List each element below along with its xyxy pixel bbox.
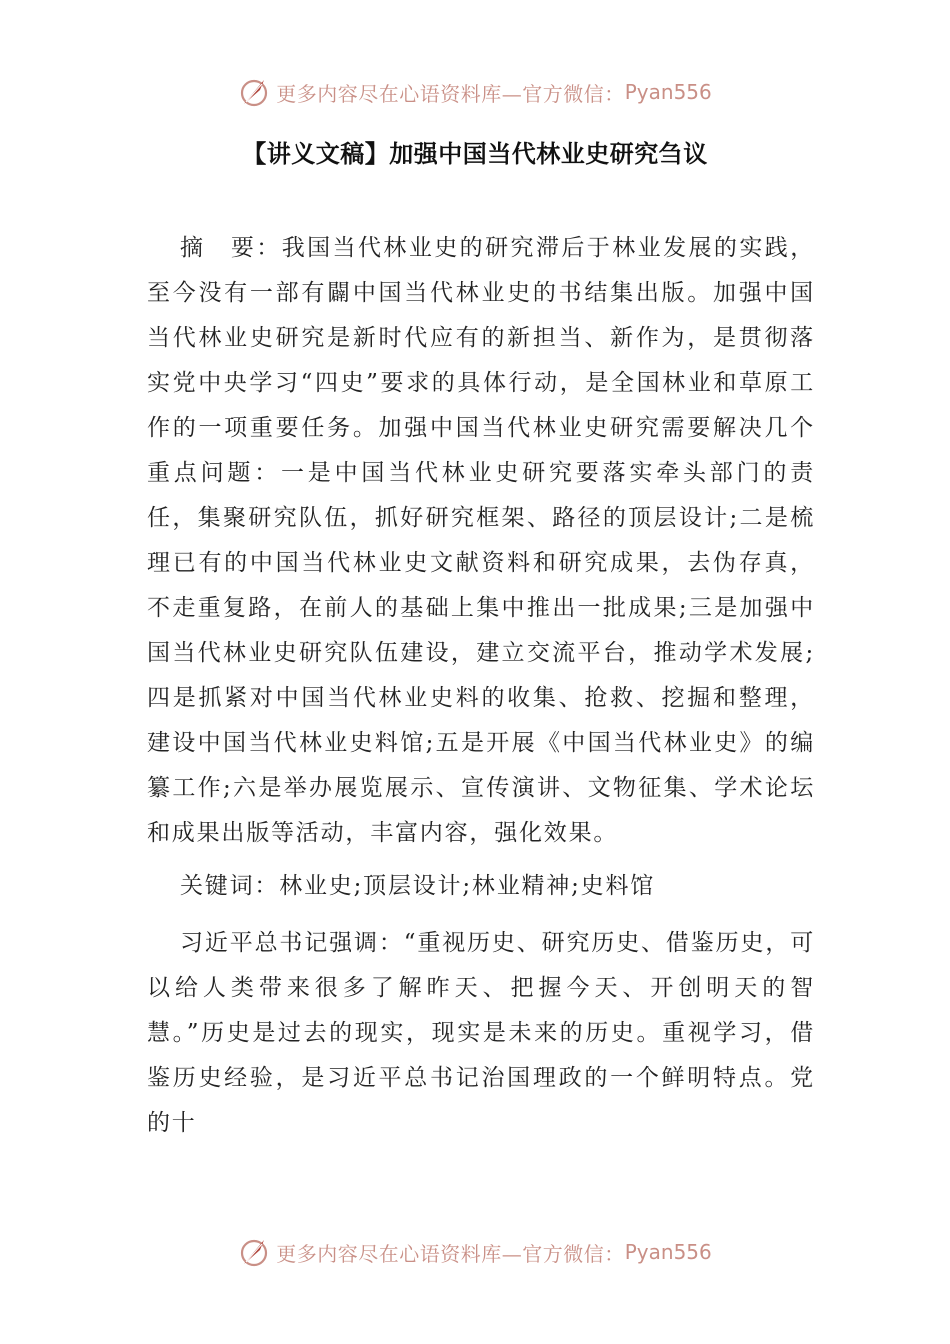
body-paragraph-block [147,921,815,1146]
header-watermark-banner [0,72,950,112]
body-paragraph: 习近平总书记强调：“重视历史、研究历史、借鉴历史，可以给人类带来很多了解昨天、把握今天、开创明天的智慧。”历史是过去的现实，现实是未来的历史。重视学习，借鉴历史经验，是习近平总书记治国理政的一个鲜明特点。党的十 [147,930,815,1136]
quill-pen-circle-icon [238,76,270,108]
header-banner-text: 更多内容尽在心语资料库—官方微信： [276,81,625,106]
quill-pen-circle-icon [238,1236,270,1268]
footer-banner-contact: Pyan556 [624,1240,712,1264]
document-title: 【讲义文稿】加强中国当代林业史研究刍议 [242,140,708,168]
keywords-block [147,864,815,909]
abstract-block [147,226,815,856]
footer-watermark-banner [0,1232,950,1272]
abstract-paragraph: 摘 要：我国当代林业史的研究滞后于林业发展的实践，至今没有一部有闢中国当代林业史的书结集出版。加强中国当代林业史研究是新时代应有的新担当、新作为，是贯彻落实党中央学习“四史”要求的具体行动，是全国林业和草原工作的一项重要任务。加强中国当代林业史研究需要解决几个重点问题：一是中国当代林业史研究要落实牵头部门的责任，集聚研究队伍，抓好研究框架、路径的顶层设计;二是梳理已有的中国当代林业史文献资料和研究成果，去伪存真，不走重复路，在前人的基础上集中推出一批成果;三是加强中国当代林业史研究队伍建设，建立交流平台，推动学术发展;四是抓紧对中国当代林业史料的收集、抢救、挖掘和整理，建设中国当代林业史料馆;五是开展《中国当代林业史》的编纂工作;六是举办展览展示、宣传演讲、文物征集、学术论坛和成果出版等活动，丰富内容，强化效果。 [147,235,815,846]
footer-banner-text: 更多内容尽在心语资料库—官方微信： [276,1241,625,1266]
header-banner-contact: Pyan556 [624,80,712,104]
keywords-line: 关键词：林业史;顶层设计;林业精神;史料馆 [180,873,656,899]
